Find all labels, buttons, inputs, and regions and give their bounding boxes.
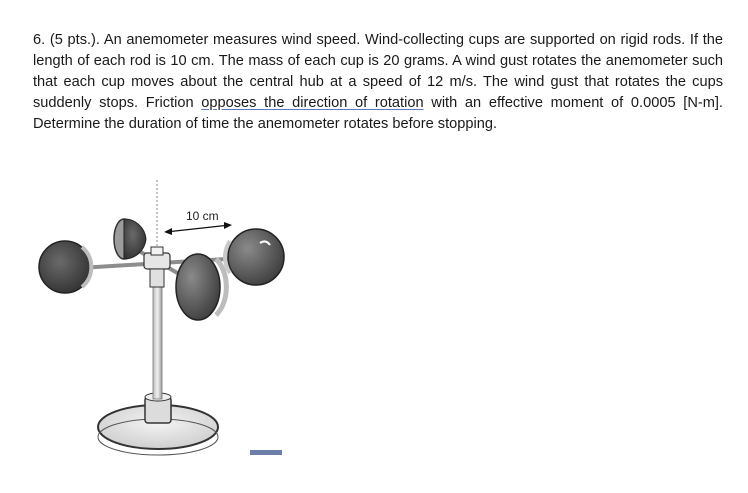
anemometer-figure [20, 175, 330, 485]
vertical-pole [153, 287, 162, 399]
highlighted-phrase: opposes the direction of rotation [201, 95, 424, 111]
dimension-line [166, 225, 230, 232]
problem-statement [33, 30, 723, 135]
dimension-arrowhead-left [164, 228, 172, 235]
problem-line-1: 6. (5 pts.). An anemometer measures wind speed. Wind-collecting cups are supported on rigid rods. If the [33, 32, 723, 48]
problem-line-4 [33, 93, 723, 114]
dimension-arrowhead-right [224, 222, 232, 229]
problem-line-4-start: suddenly stops. Friction [33, 95, 202, 111]
hub-cap [151, 247, 163, 255]
cup-right [228, 229, 284, 285]
problem-line-5: Determine the duration of time the anemometer rotates before stopping. [33, 116, 498, 132]
problem-line-3: that each cup moves about the central hub at a speed of 12 m/s. The wind gust that rotates the cups [33, 74, 723, 90]
problem-line-4-end: with an effective moment of 0.0005 [N-m]. [423, 95, 723, 111]
cup-front [176, 254, 220, 320]
hub-neck [150, 269, 164, 287]
problem-line-2: length of each rod is 10 cm. The mass of each cup is 20 grams. A wind gust rotates the anemometer such [33, 53, 723, 69]
image-badge [250, 450, 282, 455]
anemometer-illustration [20, 175, 330, 485]
rod-length-label: 10 cm [186, 209, 219, 223]
